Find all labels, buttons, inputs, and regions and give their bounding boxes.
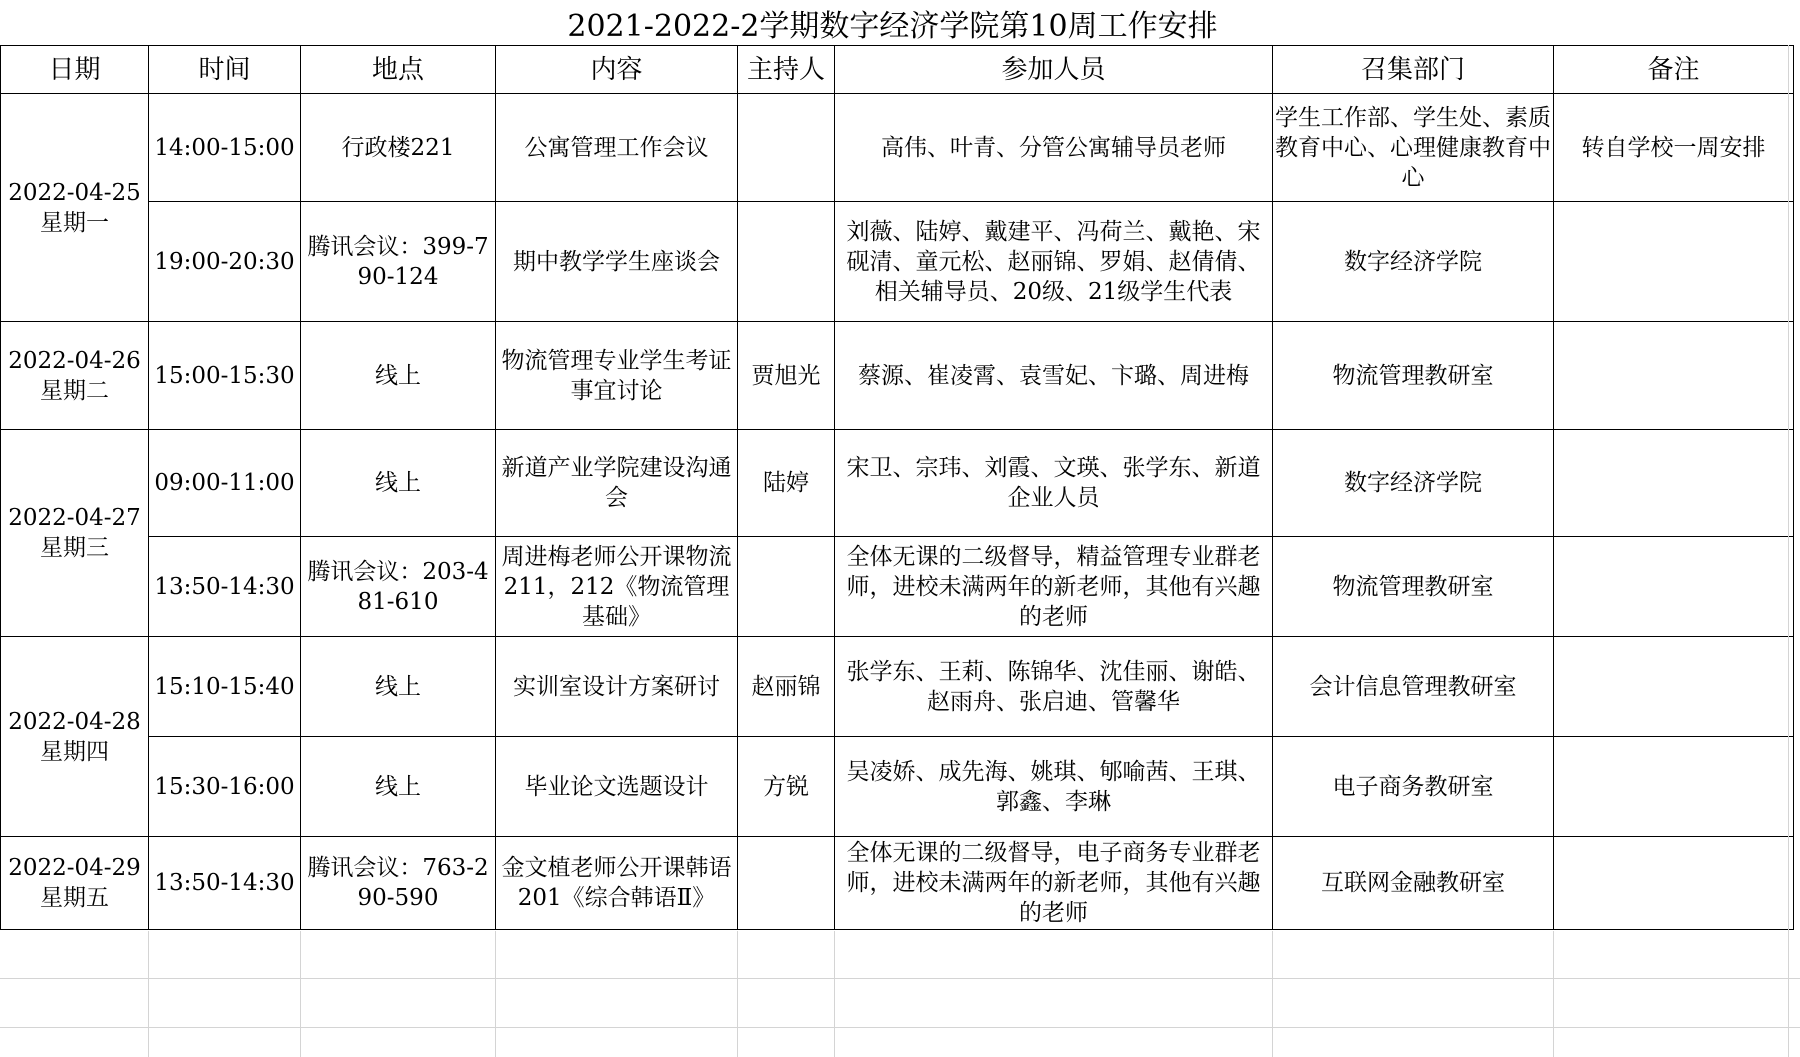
- host-cell[interactable]: [738, 94, 835, 202]
- location-cell[interactable]: 线上: [301, 637, 496, 737]
- grid-line: [834, 931, 835, 1057]
- grid-line: [495, 931, 496, 1057]
- department-cell[interactable]: 数字经济学院: [1273, 202, 1554, 322]
- grid-line: [737, 931, 738, 1057]
- department-cell[interactable]: 电子商务教研室: [1273, 737, 1554, 837]
- header-participants[interactable]: 参加人员: [835, 46, 1273, 94]
- content-cell[interactable]: 周进梅老师公开课物流211，212《物流管理基础》: [496, 537, 738, 637]
- table-row: [1, 637, 1794, 737]
- remark-cell[interactable]: [1554, 322, 1794, 430]
- grid-line: [1553, 931, 1554, 1057]
- host-cell[interactable]: [738, 837, 835, 930]
- location-cell[interactable]: 线上: [301, 737, 496, 837]
- department-cell[interactable]: 物流管理教研室: [1273, 537, 1554, 637]
- host-cell[interactable]: [738, 537, 835, 637]
- time-cell[interactable]: 19:00-20:30: [149, 202, 301, 322]
- page-title: 2021-2022-2学期数字经济学院第10周工作安排: [567, 8, 1218, 44]
- host-cell[interactable]: 方锐: [738, 737, 835, 837]
- date-cell[interactable]: [1, 94, 149, 322]
- location-cell[interactable]: 行政楼221: [301, 94, 496, 202]
- header-time[interactable]: 时间: [149, 46, 301, 94]
- weekday-value: 星期五: [40, 885, 109, 911]
- weekday-value: 星期一: [40, 209, 109, 236]
- time-cell[interactable]: 15:10-15:40: [149, 637, 301, 737]
- weekday-value: 星期四: [40, 738, 109, 765]
- content-cell[interactable]: 实训室设计方案研讨: [496, 637, 738, 737]
- grid-line: [0, 1027, 1800, 1028]
- content-cell[interactable]: 毕业论文选题设计: [496, 737, 738, 837]
- header-location[interactable]: 地点: [301, 46, 496, 94]
- department-cell[interactable]: 互联网金融教研室: [1273, 837, 1554, 930]
- header-department[interactable]: 召集部门: [1273, 46, 1554, 94]
- content-cell[interactable]: 期中教学学生座谈会: [496, 202, 738, 322]
- content-cell[interactable]: 公寓管理工作会议: [496, 94, 738, 202]
- time-cell[interactable]: 13:50-14:30: [149, 837, 301, 930]
- location-cell[interactable]: 腾讯会议：399-790-124: [301, 202, 496, 322]
- remark-cell[interactable]: [1554, 537, 1794, 637]
- department-cell[interactable]: 数字经济学院: [1273, 430, 1554, 537]
- remark-cell[interactable]: 转自学校一周安排: [1554, 94, 1794, 202]
- department-cell[interactable]: 学生工作部、学生处、素质教育中心、心理健康教育中心: [1273, 94, 1554, 202]
- participants-cell[interactable]: 高伟、叶青、分管公寓辅导员老师: [835, 94, 1273, 202]
- participants-cell[interactable]: 全体无课的二级督导，精益管理专业群老师，进校未满两年的新老师，其他有兴趣的老师: [835, 537, 1273, 637]
- location-cell[interactable]: 腾讯会议：203-481-610: [301, 537, 496, 637]
- participants-cell[interactable]: 全体无课的二级督导，电子商务专业群老师，进校未满两年的新老师，其他有兴趣的老师: [835, 837, 1273, 930]
- department-cell[interactable]: 会计信息管理教研室: [1273, 637, 1554, 737]
- host-cell[interactable]: 贾旭光: [738, 322, 835, 430]
- date-value: 2022-04-29: [8, 855, 141, 881]
- schedule-table: [0, 45, 1794, 930]
- date-cell[interactable]: [1, 430, 149, 637]
- time-cell[interactable]: 14:00-15:00: [149, 94, 301, 202]
- department-cell[interactable]: 物流管理教研室: [1273, 322, 1554, 430]
- table-row: [1, 94, 1794, 202]
- date-cell[interactable]: [1, 322, 149, 430]
- date-value: 2022-04-27: [8, 505, 141, 531]
- content-cell[interactable]: 物流管理专业学生考证事宜讨论: [496, 322, 738, 430]
- host-cell[interactable]: 赵丽锦: [738, 637, 835, 737]
- grid-line: [0, 978, 1800, 979]
- weekday-value: 星期三: [40, 535, 109, 561]
- host-cell[interactable]: 陆婷: [738, 430, 835, 537]
- date-cell[interactable]: [1, 837, 149, 930]
- date-value: 2022-04-28: [8, 708, 141, 735]
- time-cell[interactable]: 15:00-15:30: [149, 322, 301, 430]
- remark-cell[interactable]: [1554, 837, 1794, 930]
- remark-cell[interactable]: [1554, 637, 1794, 737]
- sheet-edge-line: [1788, 45, 1789, 1057]
- content-cell[interactable]: 新道产业学院建设沟通会: [496, 430, 738, 537]
- table-row: [1, 202, 1794, 322]
- participants-cell[interactable]: 张学东、王莉、陈锦华、沈佳丽、谢皓、赵雨舟、张启迪、管馨华: [835, 637, 1273, 737]
- table-row: [1, 430, 1794, 537]
- participants-cell[interactable]: 宋卫、宗玮、刘霞、文瑛、张学东、新道企业人员: [835, 430, 1273, 537]
- date-value: 2022-04-26: [8, 347, 141, 374]
- location-cell[interactable]: 腾讯会议：763-290-590: [301, 837, 496, 930]
- table-row: [1, 537, 1794, 637]
- participants-cell[interactable]: 刘薇、陆婷、戴建平、冯荷兰、戴艳、宋砚清、童元松、赵丽锦、罗娟、赵倩倩、相关辅导员、20级、21级学生代表: [835, 202, 1273, 322]
- date-value: 2022-04-25: [8, 179, 141, 206]
- header-content[interactable]: 内容: [496, 46, 738, 94]
- table-row: [1, 837, 1794, 930]
- header-row: [1, 46, 1794, 94]
- date-cell[interactable]: [1, 637, 149, 837]
- grid-line: [1272, 931, 1273, 1057]
- location-cell[interactable]: 线上: [301, 322, 496, 430]
- host-cell[interactable]: [738, 202, 835, 322]
- participants-cell[interactable]: 蔡源、崔凌霄、袁雪妃、卞璐、周进梅: [835, 322, 1273, 430]
- header-date[interactable]: 日期: [1, 46, 149, 94]
- time-cell[interactable]: 09:00-11:00: [149, 430, 301, 537]
- header-remark[interactable]: 备注: [1554, 46, 1794, 94]
- time-cell[interactable]: 15:30-16:00: [149, 737, 301, 837]
- empty-grid-area: [0, 931, 1800, 1057]
- time-cell[interactable]: 13:50-14:30: [149, 537, 301, 637]
- participants-cell[interactable]: 吴凌娇、成先海、姚琪、郇喻茜、王琪、郭鑫、李琳: [835, 737, 1273, 837]
- remark-cell[interactable]: [1554, 430, 1794, 537]
- grid-line: [148, 931, 149, 1057]
- remark-cell[interactable]: [1554, 737, 1794, 837]
- location-cell[interactable]: 线上: [301, 430, 496, 537]
- header-host[interactable]: 主持人: [738, 46, 835, 94]
- table-row: [1, 737, 1794, 837]
- remark-cell[interactable]: [1554, 202, 1794, 322]
- grid-line: [300, 931, 301, 1057]
- table-row: [1, 322, 1794, 430]
- weekday-value: 星期二: [40, 377, 109, 404]
- content-cell[interactable]: 金文植老师公开课韩语201《综合韩语Ⅱ》: [496, 837, 738, 930]
